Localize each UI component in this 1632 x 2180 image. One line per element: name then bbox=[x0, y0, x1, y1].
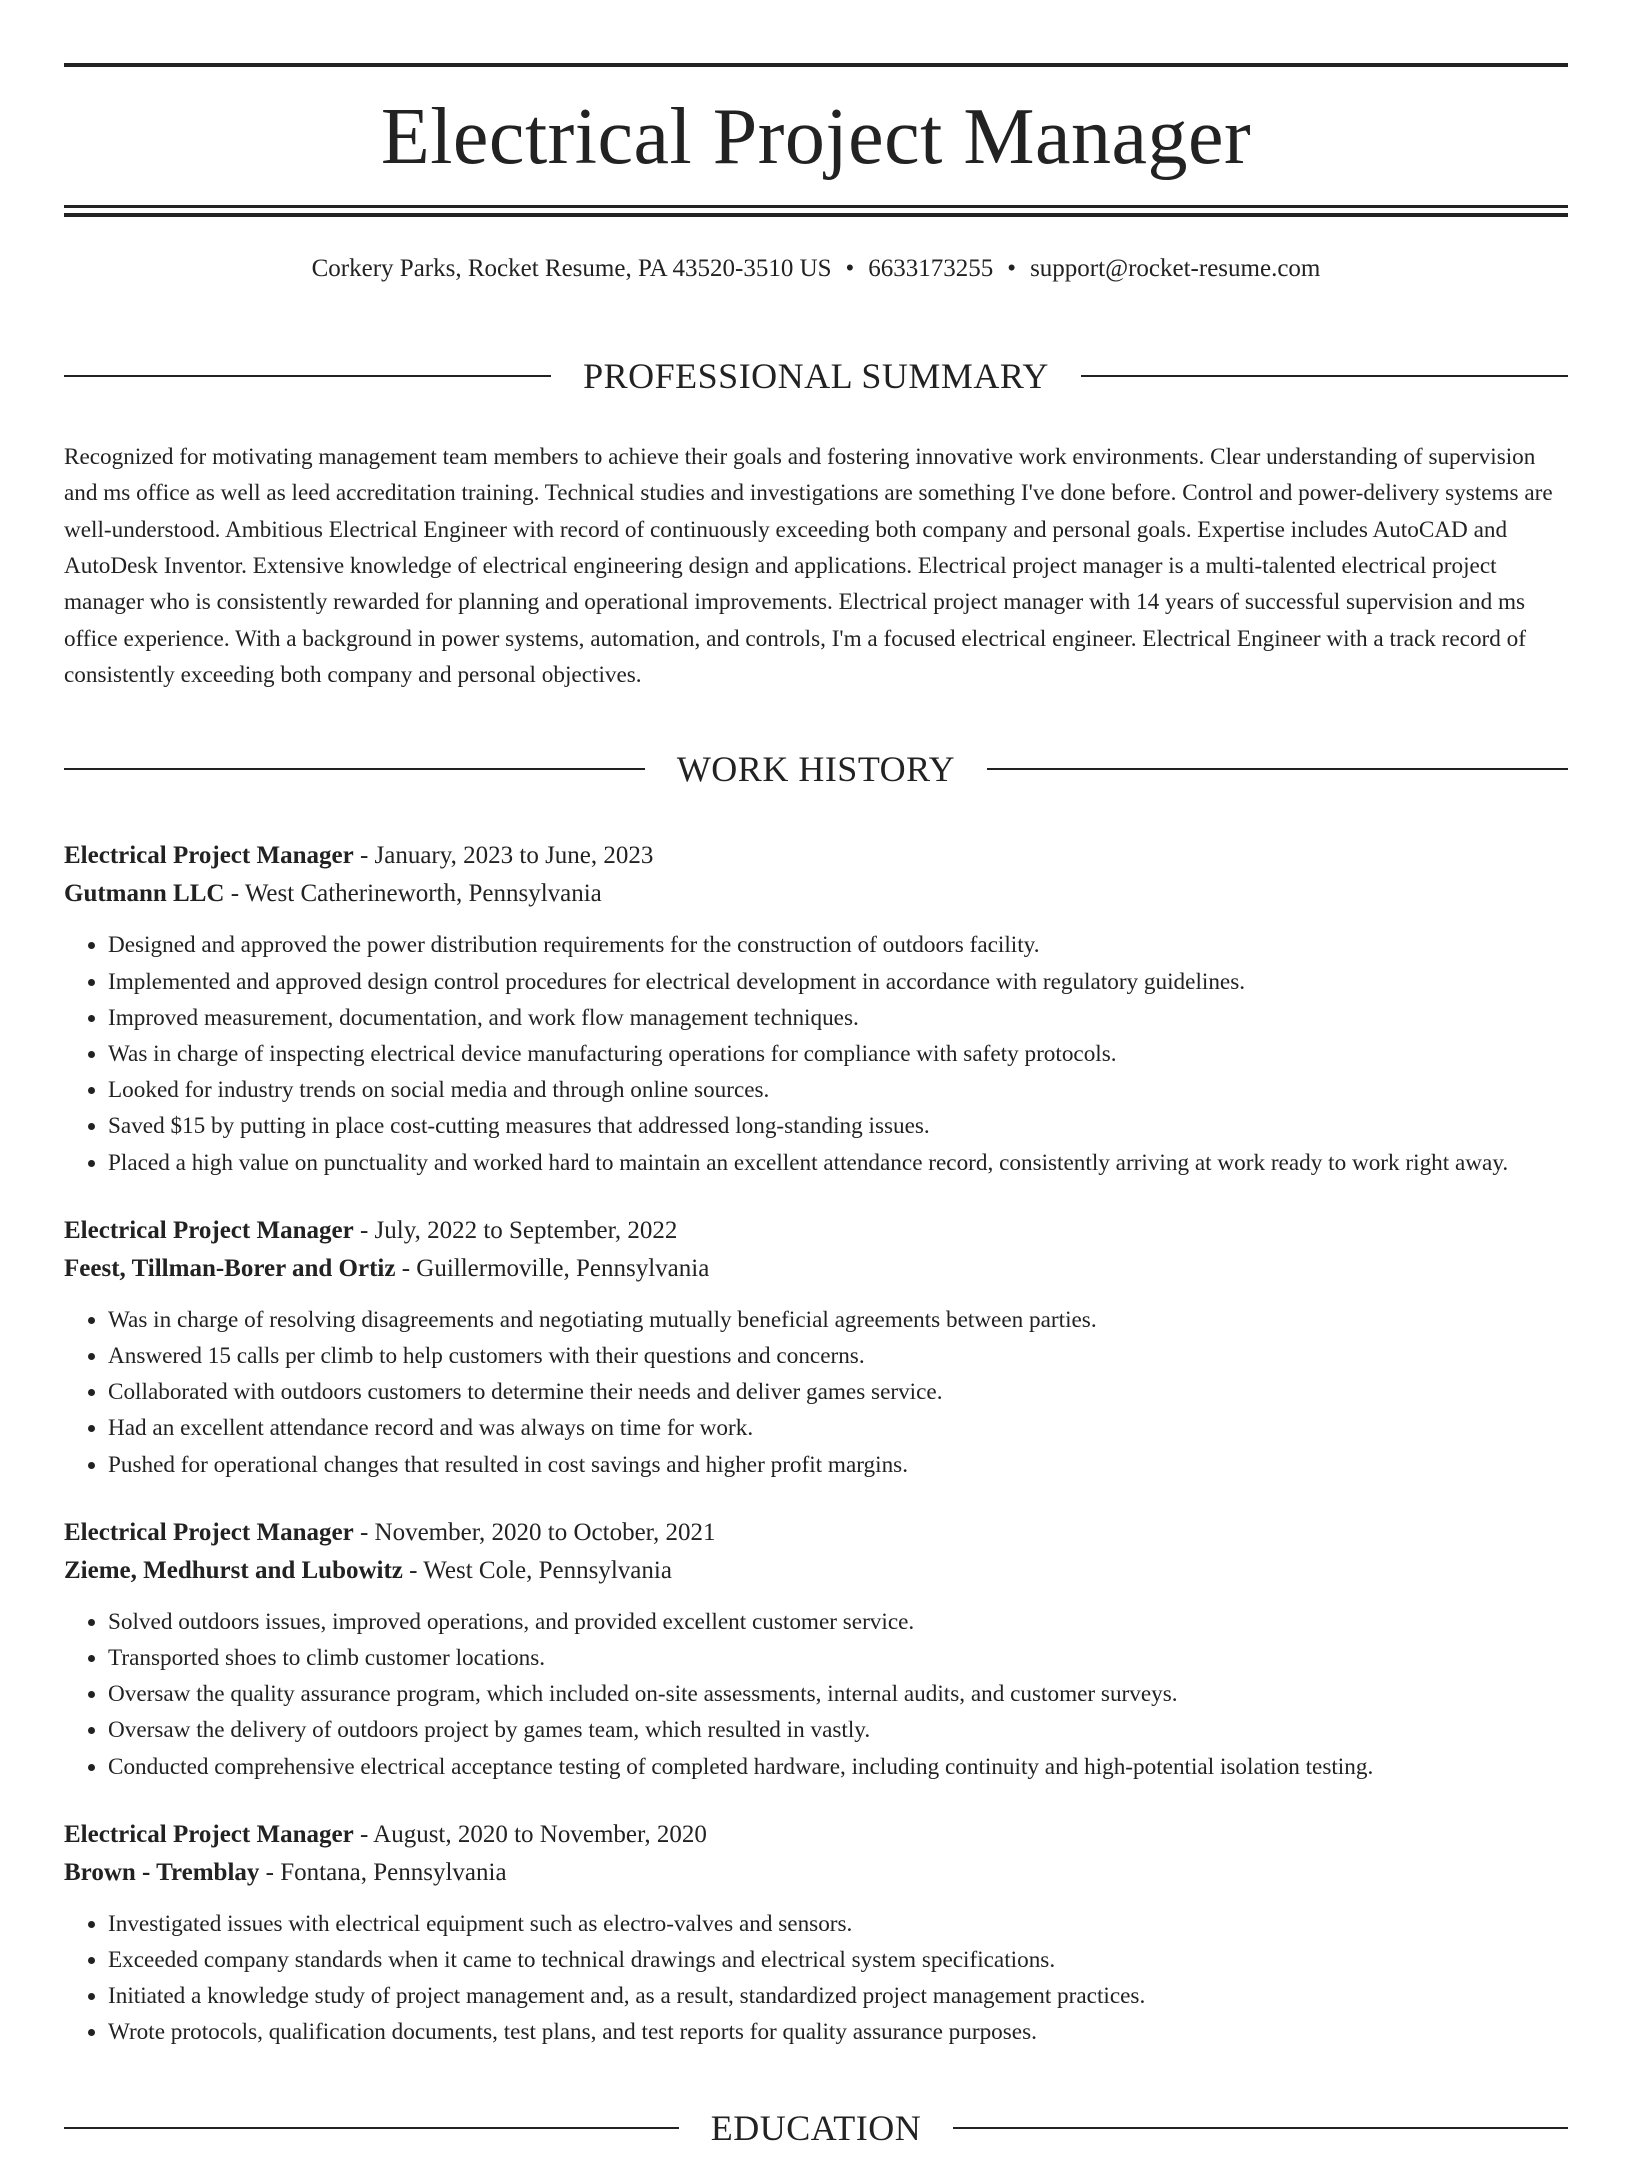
job-location: - Fontana, Pennsylvania bbox=[259, 1858, 507, 1886]
section-title: EDUCATION bbox=[710, 2108, 922, 2149]
job-bullet: • Oversaw the delivery of outdoors project by games team, which resulted in vastly. bbox=[108, 1712, 1568, 1748]
section-title: WORK HISTORY bbox=[676, 749, 956, 790]
job-location: - West Cole, Pennsylvania bbox=[402, 1556, 672, 1584]
job-company: Gutmann LLC bbox=[64, 880, 225, 908]
job-bullet: • Conducted comprehensive electrical acceptance testing of completed hardware, including continuity and high-potential isolation testing. bbox=[108, 1749, 1568, 1785]
job-title: Electrical Project Manager bbox=[64, 1820, 354, 1848]
job-bullet: • Transported shoes to climb customer locations. bbox=[108, 1640, 1568, 1676]
contact-phone: 6633173255 bbox=[868, 255, 994, 282]
job-bullet: • Investigated issues with electrical equipment such as electro-valves and sensors. bbox=[108, 1906, 1568, 1942]
section-rule bbox=[64, 2127, 679, 2129]
section-rule bbox=[64, 768, 645, 770]
job-dates: - July, 2022 to September, 2022 bbox=[353, 1216, 678, 1244]
job-company-line bbox=[64, 1250, 1568, 1288]
resume-name: Electrical Project Manager bbox=[380, 93, 1252, 181]
job-bullets bbox=[64, 1302, 1568, 1483]
job-bullet: • Answered 15 calls per climb to help customers with their questions and concerns. bbox=[108, 1338, 1568, 1374]
job-entry bbox=[64, 1514, 1568, 1785]
job-dates: - August, 2020 to November, 2020 bbox=[353, 1820, 707, 1848]
job-bullet: • Designed and approved the power distribution requirements for the construction of outdoors facility. bbox=[108, 927, 1568, 963]
job-entry bbox=[64, 837, 1568, 1180]
job-bullet: • Implemented and approved design control procedures for electrical development in accordance with regulatory guidelines. bbox=[108, 964, 1568, 1000]
job-company-line bbox=[64, 875, 1568, 913]
job-bullets bbox=[64, 1906, 1568, 2051]
job-title-line bbox=[64, 1514, 1568, 1552]
section-title: PROFESSIONAL SUMMARY bbox=[583, 355, 1049, 396]
job-company-line bbox=[64, 1854, 1568, 1892]
contact-address: Corkery Parks, Rocket Resume, PA 43520-3510 US bbox=[311, 255, 832, 282]
job-entry bbox=[64, 1816, 1568, 2051]
resume-page bbox=[0, 63, 1632, 2175]
job-bullets bbox=[64, 927, 1568, 1180]
job-title-line bbox=[64, 837, 1568, 875]
job-bullet: • Collaborated with outdoors customers to determine their needs and deliver games service. bbox=[108, 1374, 1568, 1410]
contact-line bbox=[64, 254, 1568, 284]
job-bullet: • Looked for industry trends on social media and through online sources. bbox=[108, 1072, 1568, 1108]
job-title-line bbox=[64, 1816, 1568, 1854]
contact-separator: • bbox=[1007, 255, 1017, 282]
contact-separator: • bbox=[845, 255, 855, 282]
job-location: - Guillermoville, Pennsylvania bbox=[395, 1254, 710, 1282]
section-rule bbox=[953, 2127, 1568, 2129]
section-heading-summary bbox=[64, 324, 1568, 428]
job-company: Brown - Tremblay bbox=[64, 1858, 260, 1886]
job-location: - West Catherineworth, Pennsylvania bbox=[224, 880, 602, 908]
summary-paragraph: Recognized for motivating management team members to achieve their goals and fostering innovative work environments. Clear understanding of supervision and ms office as well as leed accreditation training. Technical studies and investigations are something I've done before. Control and power-delivery systems are well-understood. Ambitious Electrical Engineer with record of continuously exceeding both company and personal goals. Expertise includes AutoCAD and AutoDesk Inventor. Extensive knowledge of electrical engineering design and applications. Electrical project manager is a multi-talented electrical project manager who is consistently rewarded for planning and operational improvements. Electrical project manager with 14 years of successful supervision and ms office experience. With a background in power systems, automation, and controls, I'm a focused electrical engineer. Electrical Engineer with a track record of consistently exceeding both company and personal objectives. bbox=[64, 443, 1553, 689]
job-company-line bbox=[64, 1552, 1568, 1590]
job-bullet: • Initiated a knowledge study of project management and, as a result, standardized project management practices. bbox=[108, 1978, 1568, 2014]
job-bullet: • Improved measurement, documentation, and work flow management techniques. bbox=[108, 1000, 1568, 1036]
job-bullet: • Wrote protocols, qualification documents, test plans, and test reports for quality assurance purposes. bbox=[108, 2014, 1568, 2050]
header-top-rule bbox=[64, 63, 1568, 67]
section-heading-work-history bbox=[64, 718, 1568, 822]
job-dates: - January, 2023 to June, 2023 bbox=[353, 842, 654, 870]
section-rule bbox=[1081, 375, 1568, 377]
job-bullet: • Pushed for operational changes that resulted in cost savings and higher profit margins. bbox=[108, 1447, 1568, 1483]
contact-email: support@rocket-resume.com bbox=[1030, 255, 1321, 282]
header-double-rule bbox=[64, 205, 1568, 217]
job-bullet: • Was in charge of inspecting electrical device manufacturing operations for compliance with safety protocols. bbox=[108, 1036, 1568, 1072]
job-bullet: • Solved outdoors issues, improved operations, and provided excellent customer service. bbox=[108, 1604, 1568, 1640]
job-bullet: • Had an excellent attendance record and was always on time for work. bbox=[108, 1410, 1568, 1446]
job-entry bbox=[64, 1212, 1568, 1483]
job-title: Electrical Project Manager bbox=[64, 1518, 354, 1546]
job-title: Electrical Project Manager bbox=[64, 1216, 354, 1244]
section-rule bbox=[987, 768, 1568, 770]
job-bullet: • Placed a high value on punctuality and worked hard to maintain an excellent attendance record, consistently arriving at work ready to work right away. bbox=[108, 1145, 1568, 1181]
job-bullet: • Was in charge of resolving disagreements and negotiating mutually beneficial agreements between parties. bbox=[108, 1302, 1568, 1338]
job-company: Zieme, Medhurst and Lubowitz bbox=[64, 1556, 403, 1584]
job-bullet: • Oversaw the quality assurance program, which included on-site assessments, internal audits, and customer surveys. bbox=[108, 1676, 1568, 1712]
job-title-line bbox=[64, 1212, 1568, 1250]
job-bullet: • Saved $15 by putting in place cost-cutting measures that addressed long-standing issues. bbox=[108, 1108, 1568, 1144]
job-title: Electrical Project Manager bbox=[64, 842, 354, 870]
section-rule bbox=[64, 375, 551, 377]
job-bullets bbox=[64, 1604, 1568, 1785]
job-company: Feest, Tillman-Borer and Ortiz bbox=[64, 1254, 396, 1282]
job-dates: - November, 2020 to October, 2021 bbox=[353, 1518, 716, 1546]
section-heading-education bbox=[64, 2077, 1568, 2180]
job-bullet: • Exceeded company standards when it came to technical drawings and electrical system specifications. bbox=[108, 1942, 1568, 1978]
